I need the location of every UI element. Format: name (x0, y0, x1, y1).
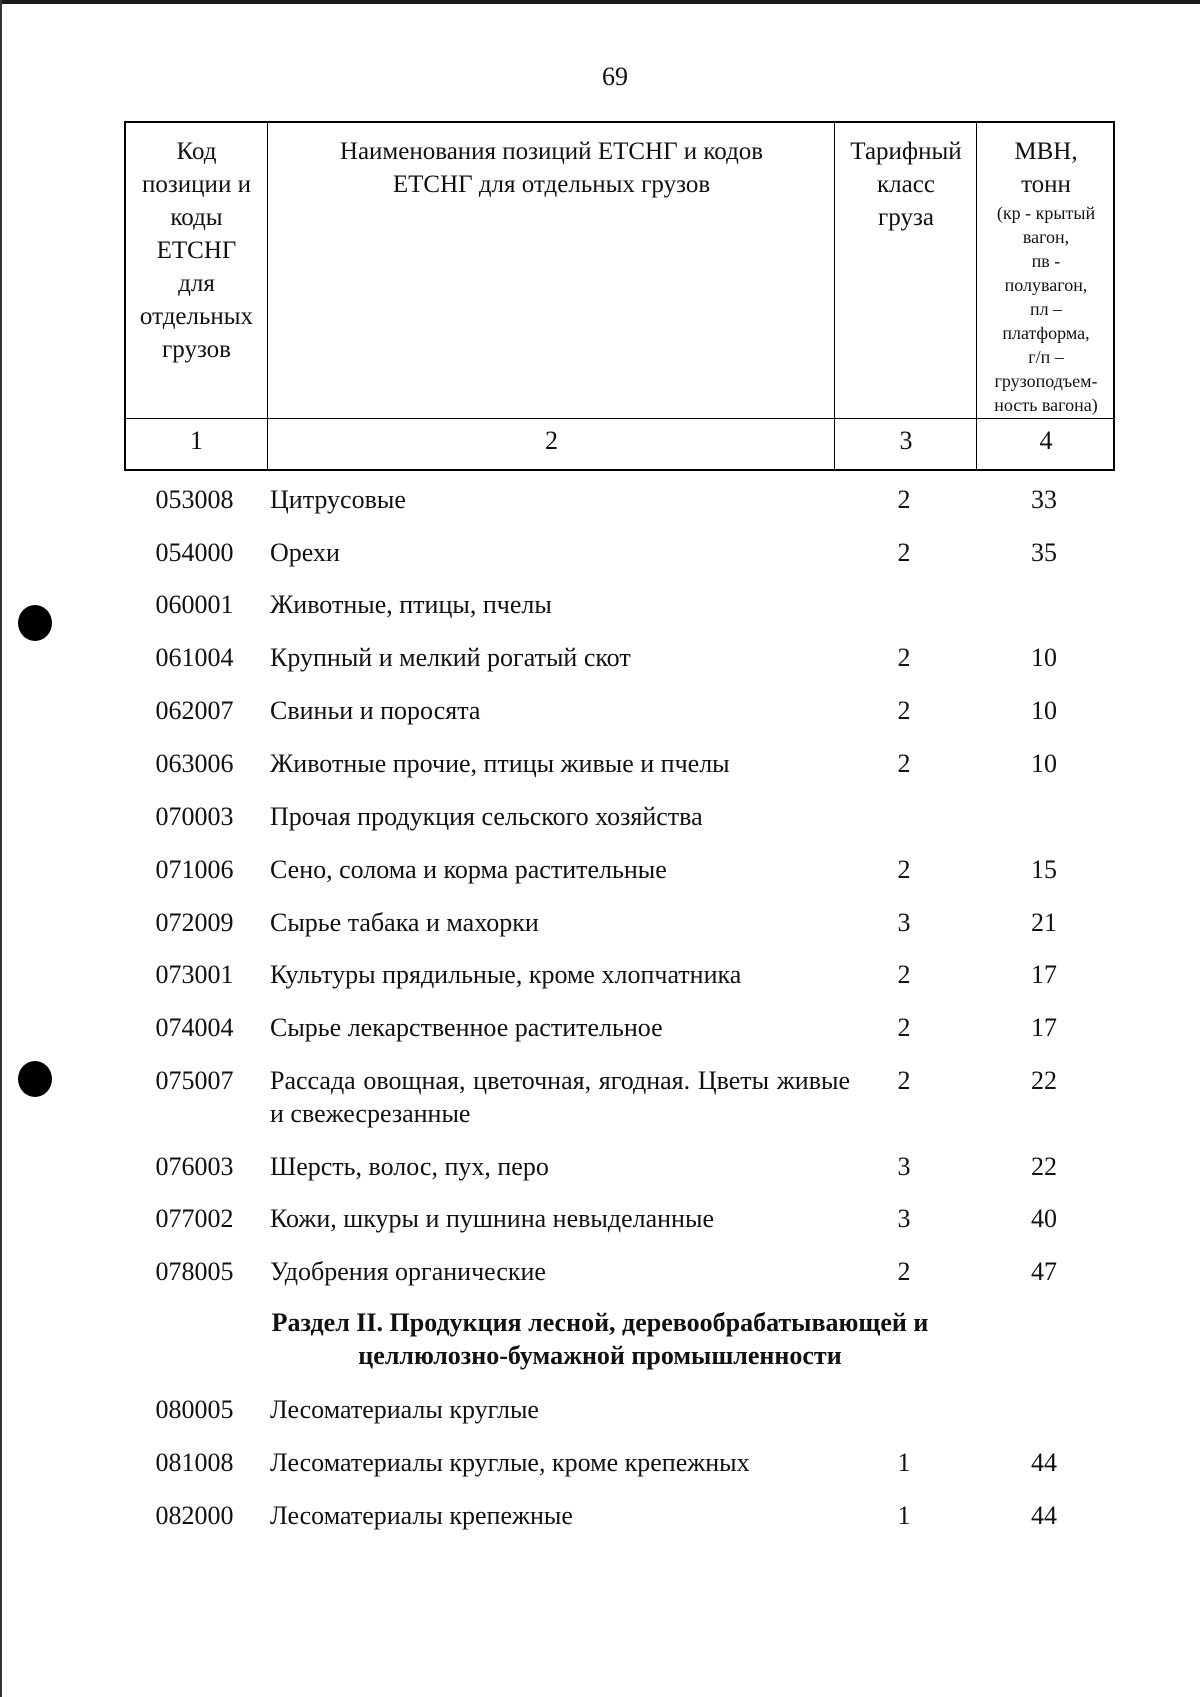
row-class: 2 (897, 749, 911, 778)
row-name: Прочая продукция сельского хозяйства (270, 802, 703, 831)
row-code: 053008 (155, 485, 234, 514)
row-code: 075007 (155, 1066, 234, 1095)
row-class: 3 (897, 1204, 911, 1233)
row-name: Крупный и мелкий рогатый скот (270, 643, 631, 672)
row-mvn: 44 (1031, 1448, 1057, 1477)
row-name: Животные прочие, птицы живые и пчелы (270, 749, 730, 778)
row-name: Сено, солома и корма растительные (270, 855, 667, 884)
column-number: 4 (1039, 426, 1053, 455)
row-name: Цитрусовые (270, 485, 406, 514)
header-note: пл – (1029, 299, 1063, 319)
header-note: г/п – (1028, 347, 1064, 367)
row-mvn: 22 (1031, 1066, 1057, 1095)
scan-left-edge (0, 0, 2, 1697)
header-note: платформа, (1002, 323, 1090, 343)
header-class (836, 135, 976, 234)
header-text: Наименования позиций ЕТСНГ и кодов (339, 138, 764, 165)
row-class: 2 (897, 538, 911, 567)
row-name: Сырье табака и махорки (270, 908, 539, 937)
section-title-line: Раздел II. Продукция лесной, деревообрабатывающей и (271, 1308, 929, 1337)
header-text: груза (878, 204, 934, 231)
row-mvn: 17 (1031, 1013, 1057, 1042)
column-number: 1 (190, 426, 203, 455)
header-text: позиции и (142, 171, 251, 198)
row-code: 071006 (155, 855, 234, 884)
row-name: Рассада овощная, цветочная, ягодная. Цветы живые и свежесрезанные (270, 1066, 850, 1128)
row-mvn: 33 (1031, 485, 1057, 514)
page-number: 69 (602, 62, 628, 91)
header-text: коды (170, 204, 223, 231)
header-name (269, 135, 834, 201)
punch-hole (18, 605, 52, 641)
header-mvn (978, 135, 1114, 417)
section-title-line: целлюлозно-бумажной промышленности (358, 1341, 842, 1370)
row-class: 2 (897, 960, 911, 989)
header-code (126, 135, 267, 366)
scan-top-edge (0, 0, 1200, 4)
row-code: 077002 (155, 1204, 234, 1233)
row-mvn: 15 (1031, 855, 1057, 884)
row-code: 060001 (155, 590, 234, 619)
row-class: 2 (897, 643, 911, 672)
row-name: Шерсть, волос, пух, перо (270, 1152, 549, 1181)
header-text: МВН, (1014, 138, 1078, 165)
row-code: 054000 (155, 538, 234, 567)
row-name: Животные, птицы, пчелы (270, 590, 552, 619)
row-mvn: 44 (1031, 1501, 1057, 1530)
row-code: 078005 (155, 1257, 234, 1286)
row-mvn: 10 (1031, 643, 1057, 672)
header-text: тонн (1021, 171, 1071, 198)
row-name: Сырье лекарственное растительное (270, 1013, 663, 1042)
row-class: 1 (897, 1501, 911, 1530)
header-text: грузов (162, 336, 231, 363)
row-class: 2 (897, 1013, 911, 1042)
row-code: 061004 (155, 643, 234, 672)
row-mvn: 10 (1031, 696, 1057, 725)
row-mvn: 17 (1031, 960, 1057, 989)
row-name: Лесоматериалы круглые (270, 1395, 539, 1424)
header-text: для (178, 270, 215, 297)
row-code: 062007 (155, 696, 234, 725)
header-note: вагон, (1022, 227, 1070, 247)
header-text: класс (877, 171, 935, 198)
row-class: 2 (897, 855, 911, 884)
row-code: 081008 (155, 1448, 234, 1477)
header-note: (кр - крытый (996, 203, 1096, 223)
header-text: отдельных (139, 303, 254, 330)
row-name: Свиньи и поросята (270, 696, 481, 725)
row-code: 076003 (155, 1152, 234, 1181)
column-number: 3 (899, 426, 913, 455)
header-note: грузоподъем- (994, 371, 1098, 391)
row-name: Орехи (270, 538, 340, 567)
row-class: 2 (897, 1257, 911, 1286)
row-mvn: 22 (1031, 1152, 1057, 1181)
row-name: Лесоматериалы крепежные (270, 1501, 573, 1530)
row-class: 3 (897, 908, 911, 937)
table-header (124, 121, 1115, 471)
row-class: 1 (897, 1448, 911, 1477)
row-name: Кожи, шкуры и пушнина невыделанные (270, 1204, 714, 1233)
header-text: Тарифный (850, 138, 962, 165)
row-class: 2 (897, 1066, 911, 1095)
row-mvn: 35 (1031, 538, 1057, 567)
section-title (220, 1306, 980, 1372)
row-code: 073001 (155, 960, 234, 989)
row-class: 2 (897, 485, 911, 514)
header-text: ЕТСНГ для отдельных грузов (392, 171, 711, 198)
row-class: 2 (897, 696, 911, 725)
header-note: ность вагона) (994, 395, 1098, 415)
row-code: 070003 (155, 802, 234, 831)
row-code: 074004 (155, 1013, 234, 1042)
header-text: Код (176, 138, 217, 165)
row-name: Культуры прядильные, кроме хлопчатника (270, 960, 742, 989)
row-mvn: 47 (1031, 1257, 1057, 1286)
header-note: полувагон, (1004, 275, 1088, 295)
row-code: 082000 (155, 1501, 234, 1530)
column-number: 2 (545, 426, 558, 455)
header-divider (126, 418, 1113, 419)
row-code: 072009 (155, 908, 234, 937)
row-code: 063006 (155, 749, 234, 778)
row-name: Удобрения органические (270, 1257, 546, 1286)
row-class: 3 (897, 1152, 911, 1181)
header-text: ЕТСНГ (156, 237, 237, 264)
row-code: 080005 (155, 1395, 234, 1424)
punch-hole (18, 1061, 52, 1097)
row-mvn: 21 (1031, 908, 1057, 937)
header-note: пв - (1031, 251, 1061, 271)
row-mvn: 10 (1031, 749, 1057, 778)
row-name: Лесоматериалы круглые, кроме крепежных (270, 1448, 750, 1477)
row-mvn: 40 (1031, 1204, 1057, 1233)
